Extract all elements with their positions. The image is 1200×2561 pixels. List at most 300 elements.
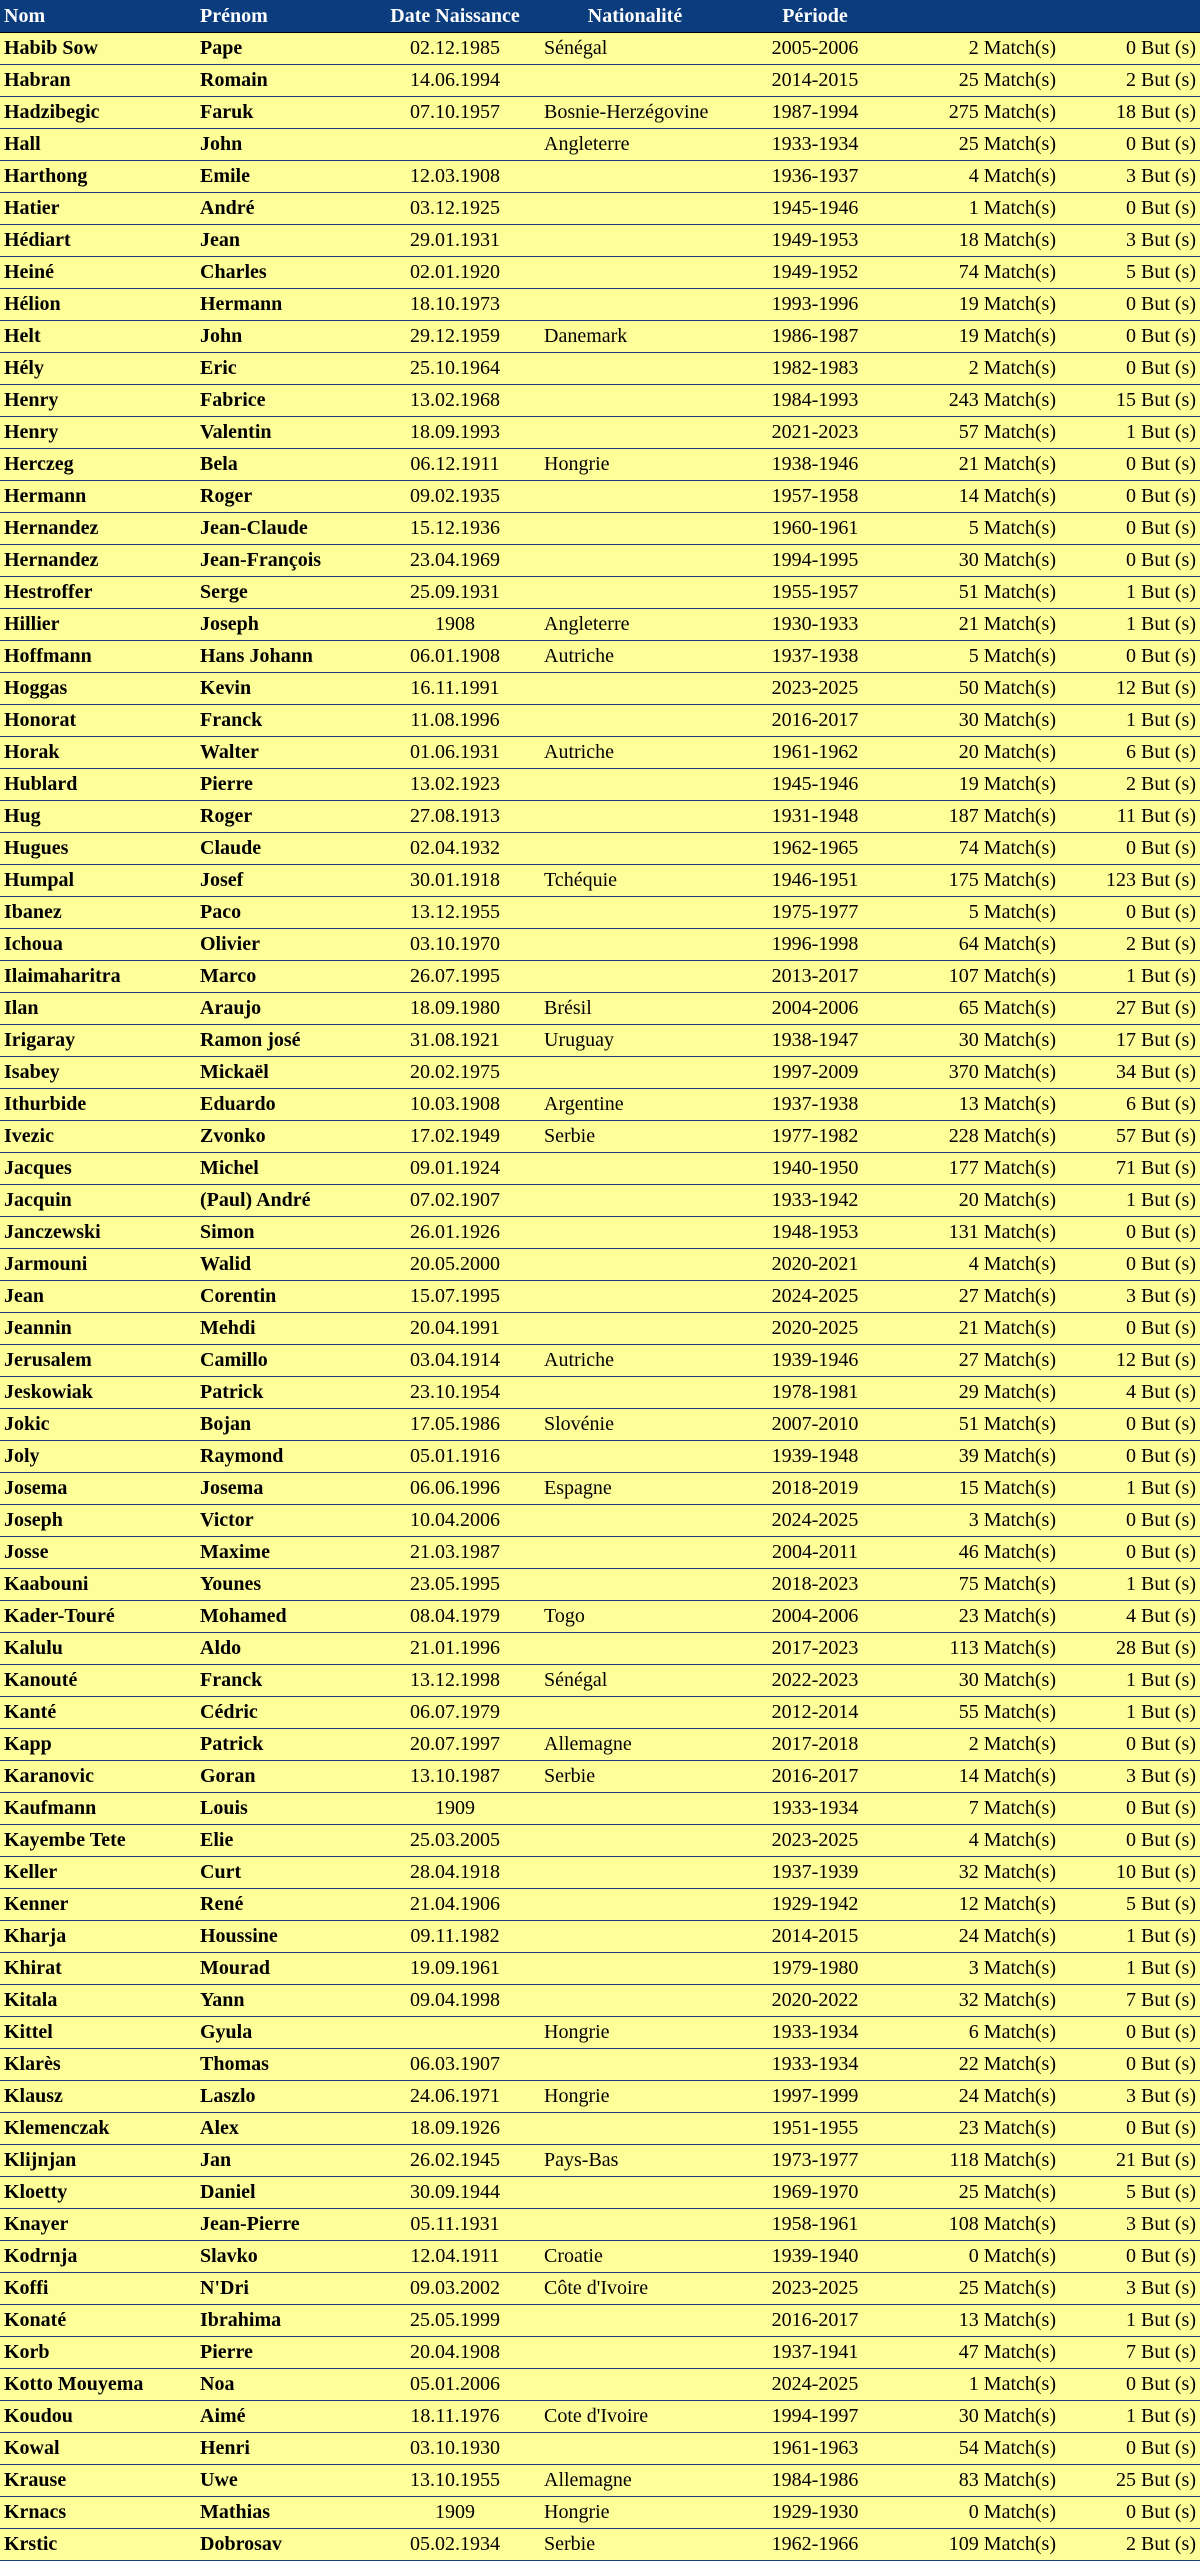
cell-nationalite — [540, 1825, 730, 1857]
cell-prenom: Mickaël — [196, 1057, 370, 1089]
cell-periode: 1977-1982 — [730, 1121, 900, 1153]
cell-nom: Jacquin — [0, 1185, 196, 1217]
cell-periode: 2024-2025 — [730, 1505, 900, 1537]
cell-nationalite: Pays-Bas — [540, 2145, 730, 2177]
cell-nom: Jean — [0, 1281, 196, 1313]
table-row — [0, 577, 1200, 609]
table-row — [0, 737, 1200, 769]
cell-date-naissance: 18.09.1926 — [370, 2113, 540, 2145]
table-row — [0, 2401, 1200, 2433]
cell-nom: Kotto Mouyema — [0, 2369, 196, 2401]
table-row — [0, 1185, 1200, 1217]
cell-matches: 370 Match(s) — [900, 1057, 1060, 1089]
cell-nom: Jacques — [0, 1153, 196, 1185]
cell-buts: 0 But (s) — [1060, 513, 1200, 545]
cell-date-naissance: 13.02.1923 — [370, 769, 540, 801]
cell-nationalite: Côte d'Ivoire — [540, 2273, 730, 2305]
cell-nom: Jeskowiak — [0, 1377, 196, 1409]
cell-nom: Kader-Touré — [0, 1601, 196, 1633]
table-row — [0, 2497, 1200, 2529]
cell-date-naissance: 06.06.1996 — [370, 1473, 540, 1505]
cell-periode: 1929-1930 — [730, 2497, 900, 2529]
cell-buts: 1 But (s) — [1060, 2305, 1200, 2337]
cell-prenom: Alex — [196, 2113, 370, 2145]
cell-matches: 21 Match(s) — [900, 609, 1060, 641]
table-row — [0, 2049, 1200, 2081]
cell-date-naissance: 10.04.2006 — [370, 1505, 540, 1537]
cell-prenom: Walid — [196, 1249, 370, 1281]
cell-prenom: Walter — [196, 737, 370, 769]
cell-date-naissance: 07.10.1957 — [370, 97, 540, 129]
table-row — [0, 481, 1200, 513]
cell-nom: Henry — [0, 385, 196, 417]
cell-nom: Helt — [0, 321, 196, 353]
table-row — [0, 1089, 1200, 1121]
cell-nom: Kowal — [0, 2433, 196, 2465]
cell-periode: 2023-2025 — [730, 1825, 900, 1857]
cell-nationalite — [540, 1057, 730, 1089]
cell-prenom: Corentin — [196, 1281, 370, 1313]
cell-nom: Ibanez — [0, 897, 196, 929]
header-prenom: Prénom — [196, 0, 370, 33]
cell-nom: Habran — [0, 65, 196, 97]
cell-prenom: Hans Johann — [196, 641, 370, 673]
table-row — [0, 1217, 1200, 1249]
cell-matches: 47 Match(s) — [900, 2337, 1060, 2369]
cell-matches: 65 Match(s) — [900, 993, 1060, 1025]
cell-prenom: Marco — [196, 961, 370, 993]
cell-nom: Hernandez — [0, 513, 196, 545]
cell-matches: 30 Match(s) — [900, 705, 1060, 737]
table-row — [0, 545, 1200, 577]
table-row — [0, 353, 1200, 385]
cell-nationalite — [540, 1313, 730, 1345]
table-row — [0, 1857, 1200, 1889]
table-row — [0, 417, 1200, 449]
table-row — [0, 2305, 1200, 2337]
cell-prenom: Serge — [196, 577, 370, 609]
cell-date-naissance: 1909 — [370, 1793, 540, 1825]
cell-prenom: Victor — [196, 1505, 370, 1537]
cell-periode: 1982-1983 — [730, 353, 900, 385]
cell-date-naissance: 24.06.1971 — [370, 2081, 540, 2113]
cell-prenom: Elie — [196, 1825, 370, 1857]
table-row — [0, 225, 1200, 257]
cell-matches: 25 Match(s) — [900, 2273, 1060, 2305]
cell-prenom: Emile — [196, 161, 370, 193]
cell-nationalite — [540, 513, 730, 545]
cell-prenom: Aldo — [196, 1633, 370, 1665]
cell-buts: 0 But (s) — [1060, 897, 1200, 929]
cell-buts: 2 But (s) — [1060, 769, 1200, 801]
table-row — [0, 129, 1200, 161]
cell-date-naissance: 12.04.1911 — [370, 2241, 540, 2273]
cell-nom: Josse — [0, 1537, 196, 1569]
table-row — [0, 673, 1200, 705]
cell-buts: 12 But (s) — [1060, 673, 1200, 705]
cell-matches: 74 Match(s) — [900, 833, 1060, 865]
cell-nationalite — [540, 1921, 730, 1953]
cell-buts: 0 But (s) — [1060, 1313, 1200, 1345]
cell-nationalite — [540, 2305, 730, 2337]
cell-nationalite — [540, 1185, 730, 1217]
cell-nom: Hillier — [0, 609, 196, 641]
cell-nom: Humpal — [0, 865, 196, 897]
cell-prenom: Mourad — [196, 1953, 370, 1985]
cell-prenom: Eduardo — [196, 1089, 370, 1121]
cell-prenom: Franck — [196, 705, 370, 737]
cell-periode: 2022-2023 — [730, 1665, 900, 1697]
table-row — [0, 1953, 1200, 1985]
cell-date-naissance: 01.06.1931 — [370, 737, 540, 769]
cell-matches: 55 Match(s) — [900, 1697, 1060, 1729]
cell-date-naissance: 31.08.1921 — [370, 1025, 540, 1057]
cell-nationalite: Sénégal — [540, 1665, 730, 1697]
cell-buts: 71 But (s) — [1060, 1153, 1200, 1185]
cell-nationalite — [540, 1697, 730, 1729]
cell-nationalite — [540, 481, 730, 513]
table-row — [0, 97, 1200, 129]
cell-date-naissance: 26.07.1995 — [370, 961, 540, 993]
cell-prenom: Fabrice — [196, 385, 370, 417]
cell-prenom: Yann — [196, 1985, 370, 2017]
table-row — [0, 1153, 1200, 1185]
table-row — [0, 2241, 1200, 2273]
cell-nationalite — [540, 289, 730, 321]
cell-date-naissance — [370, 129, 540, 161]
cell-nationalite — [540, 65, 730, 97]
cell-periode: 1960-1961 — [730, 513, 900, 545]
cell-periode: 1933-1934 — [730, 1793, 900, 1825]
cell-buts: 7 But (s) — [1060, 1985, 1200, 2017]
cell-date-naissance: 23.04.1969 — [370, 545, 540, 577]
cell-date-naissance: 08.04.1979 — [370, 1601, 540, 1633]
cell-buts: 0 But (s) — [1060, 2497, 1200, 2529]
cell-buts: 1 But (s) — [1060, 1665, 1200, 1697]
cell-matches: 1 Match(s) — [900, 2369, 1060, 2401]
cell-nom: Koudou — [0, 2401, 196, 2433]
cell-date-naissance: 09.01.1924 — [370, 1153, 540, 1185]
cell-matches: 14 Match(s) — [900, 481, 1060, 513]
cell-nationalite — [540, 1281, 730, 1313]
cell-buts: 15 But (s) — [1060, 385, 1200, 417]
cell-buts: 0 But (s) — [1060, 2433, 1200, 2465]
cell-buts: 1 But (s) — [1060, 1185, 1200, 1217]
cell-buts: 1 But (s) — [1060, 961, 1200, 993]
cell-matches: 51 Match(s) — [900, 577, 1060, 609]
cell-periode: 1997-2009 — [730, 1057, 900, 1089]
cell-buts: 0 But (s) — [1060, 1249, 1200, 1281]
cell-nom: Kanouté — [0, 1665, 196, 1697]
cell-date-naissance: 10.03.1908 — [370, 1089, 540, 1121]
header-buts — [1060, 0, 1200, 33]
header-nom: Nom — [0, 0, 196, 33]
cell-prenom: Ibrahima — [196, 2305, 370, 2337]
cell-nom: Kitala — [0, 1985, 196, 2017]
cell-buts: 28 But (s) — [1060, 1633, 1200, 1665]
cell-nationalite — [540, 2337, 730, 2369]
cell-buts: 0 But (s) — [1060, 1793, 1200, 1825]
cell-buts: 3 But (s) — [1060, 1761, 1200, 1793]
cell-nationalite — [540, 1793, 730, 1825]
cell-matches: 46 Match(s) — [900, 1537, 1060, 1569]
cell-prenom: Camillo — [196, 1345, 370, 1377]
table-row — [0, 1569, 1200, 1601]
cell-prenom: Kevin — [196, 673, 370, 705]
cell-date-naissance: 29.12.1959 — [370, 321, 540, 353]
table-row — [0, 705, 1200, 737]
cell-date-naissance: 05.11.1931 — [370, 2209, 540, 2241]
cell-nationalite: Allemagne — [540, 1729, 730, 1761]
cell-matches: 64 Match(s) — [900, 929, 1060, 961]
cell-nationalite — [540, 2209, 730, 2241]
cell-periode: 1993-1996 — [730, 289, 900, 321]
cell-buts: 17 But (s) — [1060, 1025, 1200, 1057]
cell-date-naissance: 20.02.1975 — [370, 1057, 540, 1089]
table-row — [0, 1697, 1200, 1729]
table-row — [0, 1249, 1200, 1281]
cell-matches: 131 Match(s) — [900, 1217, 1060, 1249]
cell-periode: 1940-1950 — [730, 1153, 900, 1185]
cell-periode: 2004-2006 — [730, 1601, 900, 1633]
cell-prenom: Mehdi — [196, 1313, 370, 1345]
cell-periode: 2024-2025 — [730, 1281, 900, 1313]
cell-matches: 2 Match(s) — [900, 353, 1060, 385]
cell-matches: 5 Match(s) — [900, 897, 1060, 929]
header-matches — [900, 0, 1060, 33]
cell-periode: 1955-1957 — [730, 577, 900, 609]
cell-prenom: Eric — [196, 353, 370, 385]
header-nationalite: Nationalité — [540, 0, 730, 33]
table-row — [0, 1281, 1200, 1313]
cell-buts: 1 But (s) — [1060, 1473, 1200, 1505]
cell-periode: 1987-1994 — [730, 97, 900, 129]
cell-periode: 2023-2025 — [730, 2273, 900, 2305]
cell-date-naissance: 13.02.1968 — [370, 385, 540, 417]
cell-date-naissance: 25.03.2005 — [370, 1825, 540, 1857]
cell-buts: 0 But (s) — [1060, 289, 1200, 321]
cell-nom: Karanovic — [0, 1761, 196, 1793]
cell-date-naissance: 21.03.1987 — [370, 1537, 540, 1569]
cell-matches: 13 Match(s) — [900, 1089, 1060, 1121]
cell-nom: Ivezic — [0, 1121, 196, 1153]
cell-nationalite — [540, 1377, 730, 1409]
cell-periode: 2005-2006 — [730, 33, 900, 65]
cell-nationalite — [540, 929, 730, 961]
cell-matches: 23 Match(s) — [900, 1601, 1060, 1633]
cell-nom: Kenner — [0, 1889, 196, 1921]
cell-periode: 1997-1999 — [730, 2081, 900, 2113]
cell-prenom: Mathias — [196, 2497, 370, 2529]
cell-periode: 1937-1939 — [730, 1857, 900, 1889]
cell-periode: 1996-1998 — [730, 929, 900, 961]
cell-buts: 1 But (s) — [1060, 1953, 1200, 1985]
cell-nom: Krnacs — [0, 2497, 196, 2529]
cell-nationalite — [540, 2433, 730, 2465]
cell-nom: Kalulu — [0, 1633, 196, 1665]
cell-nom: Kapp — [0, 1729, 196, 1761]
cell-buts: 6 But (s) — [1060, 737, 1200, 769]
cell-matches: 7 Match(s) — [900, 1793, 1060, 1825]
cell-matches: 32 Match(s) — [900, 1857, 1060, 1889]
cell-periode: 2014-2015 — [730, 65, 900, 97]
cell-nationalite: Allemagne — [540, 2465, 730, 2497]
table-row — [0, 2337, 1200, 2369]
cell-matches: 13 Match(s) — [900, 2305, 1060, 2337]
cell-matches: 175 Match(s) — [900, 865, 1060, 897]
table-row — [0, 1889, 1200, 1921]
cell-matches: 5 Match(s) — [900, 513, 1060, 545]
cell-periode: 1949-1953 — [730, 225, 900, 257]
cell-date-naissance: 15.12.1936 — [370, 513, 540, 545]
cell-buts: 4 But (s) — [1060, 1377, 1200, 1409]
cell-nom: Ilan — [0, 993, 196, 1025]
cell-date-naissance: 13.10.1955 — [370, 2465, 540, 2497]
cell-prenom: (Paul) André — [196, 1185, 370, 1217]
cell-prenom: Pierre — [196, 2337, 370, 2369]
cell-buts: 2 But (s) — [1060, 2529, 1200, 2561]
cell-buts: 0 But (s) — [1060, 545, 1200, 577]
cell-buts: 0 But (s) — [1060, 2049, 1200, 2081]
cell-matches: 4 Match(s) — [900, 161, 1060, 193]
cell-nom: Jarmouni — [0, 1249, 196, 1281]
cell-matches: 21 Match(s) — [900, 1313, 1060, 1345]
cell-prenom: Faruk — [196, 97, 370, 129]
table-row — [0, 2369, 1200, 2401]
cell-nom: Krstic — [0, 2529, 196, 2561]
cell-nationalite — [540, 705, 730, 737]
cell-prenom: Raymond — [196, 1441, 370, 1473]
cell-nationalite — [540, 257, 730, 289]
cell-prenom: Thomas — [196, 2049, 370, 2081]
table-row — [0, 65, 1200, 97]
cell-periode: 1979-1980 — [730, 1953, 900, 1985]
table-row — [0, 833, 1200, 865]
cell-matches: 275 Match(s) — [900, 97, 1060, 129]
cell-periode: 1939-1946 — [730, 1345, 900, 1377]
cell-prenom: René — [196, 1889, 370, 1921]
cell-buts: 0 But (s) — [1060, 481, 1200, 513]
cell-date-naissance: 09.03.2002 — [370, 2273, 540, 2305]
cell-nationalite: Serbie — [540, 1761, 730, 1793]
cell-prenom: Claude — [196, 833, 370, 865]
table-row — [0, 1633, 1200, 1665]
cell-date-naissance: 13.12.1998 — [370, 1665, 540, 1697]
cell-periode: 2024-2025 — [730, 2369, 900, 2401]
cell-matches: 23 Match(s) — [900, 2113, 1060, 2145]
cell-date-naissance: 27.08.1913 — [370, 801, 540, 833]
cell-nationalite — [540, 577, 730, 609]
table-body — [0, 33, 1200, 2561]
cell-periode: 2017-2018 — [730, 1729, 900, 1761]
header-date-naissance: Date Naissance — [370, 0, 540, 33]
cell-buts: 0 But (s) — [1060, 1409, 1200, 1441]
cell-date-naissance: 03.12.1925 — [370, 193, 540, 225]
table-row — [0, 289, 1200, 321]
cell-nationalite: Slovénie — [540, 1409, 730, 1441]
cell-date-naissance: 23.10.1954 — [370, 1377, 540, 1409]
table-row — [0, 865, 1200, 897]
cell-nationalite: Angleterre — [540, 609, 730, 641]
cell-prenom: Laszlo — [196, 2081, 370, 2113]
cell-buts: 4 But (s) — [1060, 1601, 1200, 1633]
table-row — [0, 257, 1200, 289]
cell-nom: Klausz — [0, 2081, 196, 2113]
cell-periode: 2012-2014 — [730, 1697, 900, 1729]
cell-nationalite — [540, 833, 730, 865]
cell-nom: Hermann — [0, 481, 196, 513]
cell-nom: Kaabouni — [0, 1569, 196, 1601]
cell-nationalite — [540, 1633, 730, 1665]
cell-date-naissance: 13.12.1955 — [370, 897, 540, 929]
table-row — [0, 1537, 1200, 1569]
cell-prenom: Daniel — [196, 2177, 370, 2209]
cell-periode: 2004-2006 — [730, 993, 900, 1025]
cell-date-naissance: 1909 — [370, 2497, 540, 2529]
cell-periode: 2020-2022 — [730, 1985, 900, 2017]
cell-periode: 1936-1937 — [730, 161, 900, 193]
cell-date-naissance: 28.04.1918 — [370, 1857, 540, 1889]
cell-nom: Jeannin — [0, 1313, 196, 1345]
cell-prenom: Josema — [196, 1473, 370, 1505]
table-row — [0, 2273, 1200, 2305]
cell-date-naissance: 12.03.1908 — [370, 161, 540, 193]
table-row — [0, 929, 1200, 961]
cell-nom: Herczeg — [0, 449, 196, 481]
cell-periode: 1957-1958 — [730, 481, 900, 513]
table-row — [0, 2529, 1200, 2561]
table-row — [0, 2145, 1200, 2177]
cell-buts: 3 But (s) — [1060, 2273, 1200, 2305]
cell-prenom: Pierre — [196, 769, 370, 801]
cell-nationalite — [540, 353, 730, 385]
cell-nom: Jerusalem — [0, 1345, 196, 1377]
table-row — [0, 1121, 1200, 1153]
cell-nationalite: Espagne — [540, 1473, 730, 1505]
cell-nationalite: Hongrie — [540, 449, 730, 481]
cell-periode: 1958-1961 — [730, 2209, 900, 2241]
cell-matches: 2 Match(s) — [900, 33, 1060, 65]
cell-periode: 2021-2023 — [730, 417, 900, 449]
cell-nom: Ilaimaharitra — [0, 961, 196, 993]
cell-buts: 7 But (s) — [1060, 2337, 1200, 2369]
cell-periode: 1986-1987 — [730, 321, 900, 353]
cell-date-naissance: 02.12.1985 — [370, 33, 540, 65]
cell-buts: 1 But (s) — [1060, 577, 1200, 609]
cell-prenom: Aimé — [196, 2401, 370, 2433]
cell-nationalite — [540, 1889, 730, 1921]
cell-buts: 2 But (s) — [1060, 929, 1200, 961]
cell-date-naissance: 30.09.1944 — [370, 2177, 540, 2209]
cell-buts: 0 But (s) — [1060, 353, 1200, 385]
cell-nom: Kayembe Tete — [0, 1825, 196, 1857]
cell-prenom: Michel — [196, 1153, 370, 1185]
cell-periode: 1933-1934 — [730, 2049, 900, 2081]
cell-date-naissance: 05.01.2006 — [370, 2369, 540, 2401]
cell-nom: Hadzibegic — [0, 97, 196, 129]
cell-matches: 25 Match(s) — [900, 2177, 1060, 2209]
cell-matches: 24 Match(s) — [900, 2081, 1060, 2113]
table-row — [0, 385, 1200, 417]
cell-date-naissance: 07.02.1907 — [370, 1185, 540, 1217]
cell-nom: Kaufmann — [0, 1793, 196, 1825]
cell-nom: Keller — [0, 1857, 196, 1889]
cell-buts: 0 But (s) — [1060, 129, 1200, 161]
table-row — [0, 1985, 1200, 2017]
table-row — [0, 1345, 1200, 1377]
cell-nom: Honorat — [0, 705, 196, 737]
cell-date-naissance: 30.01.1918 — [370, 865, 540, 897]
